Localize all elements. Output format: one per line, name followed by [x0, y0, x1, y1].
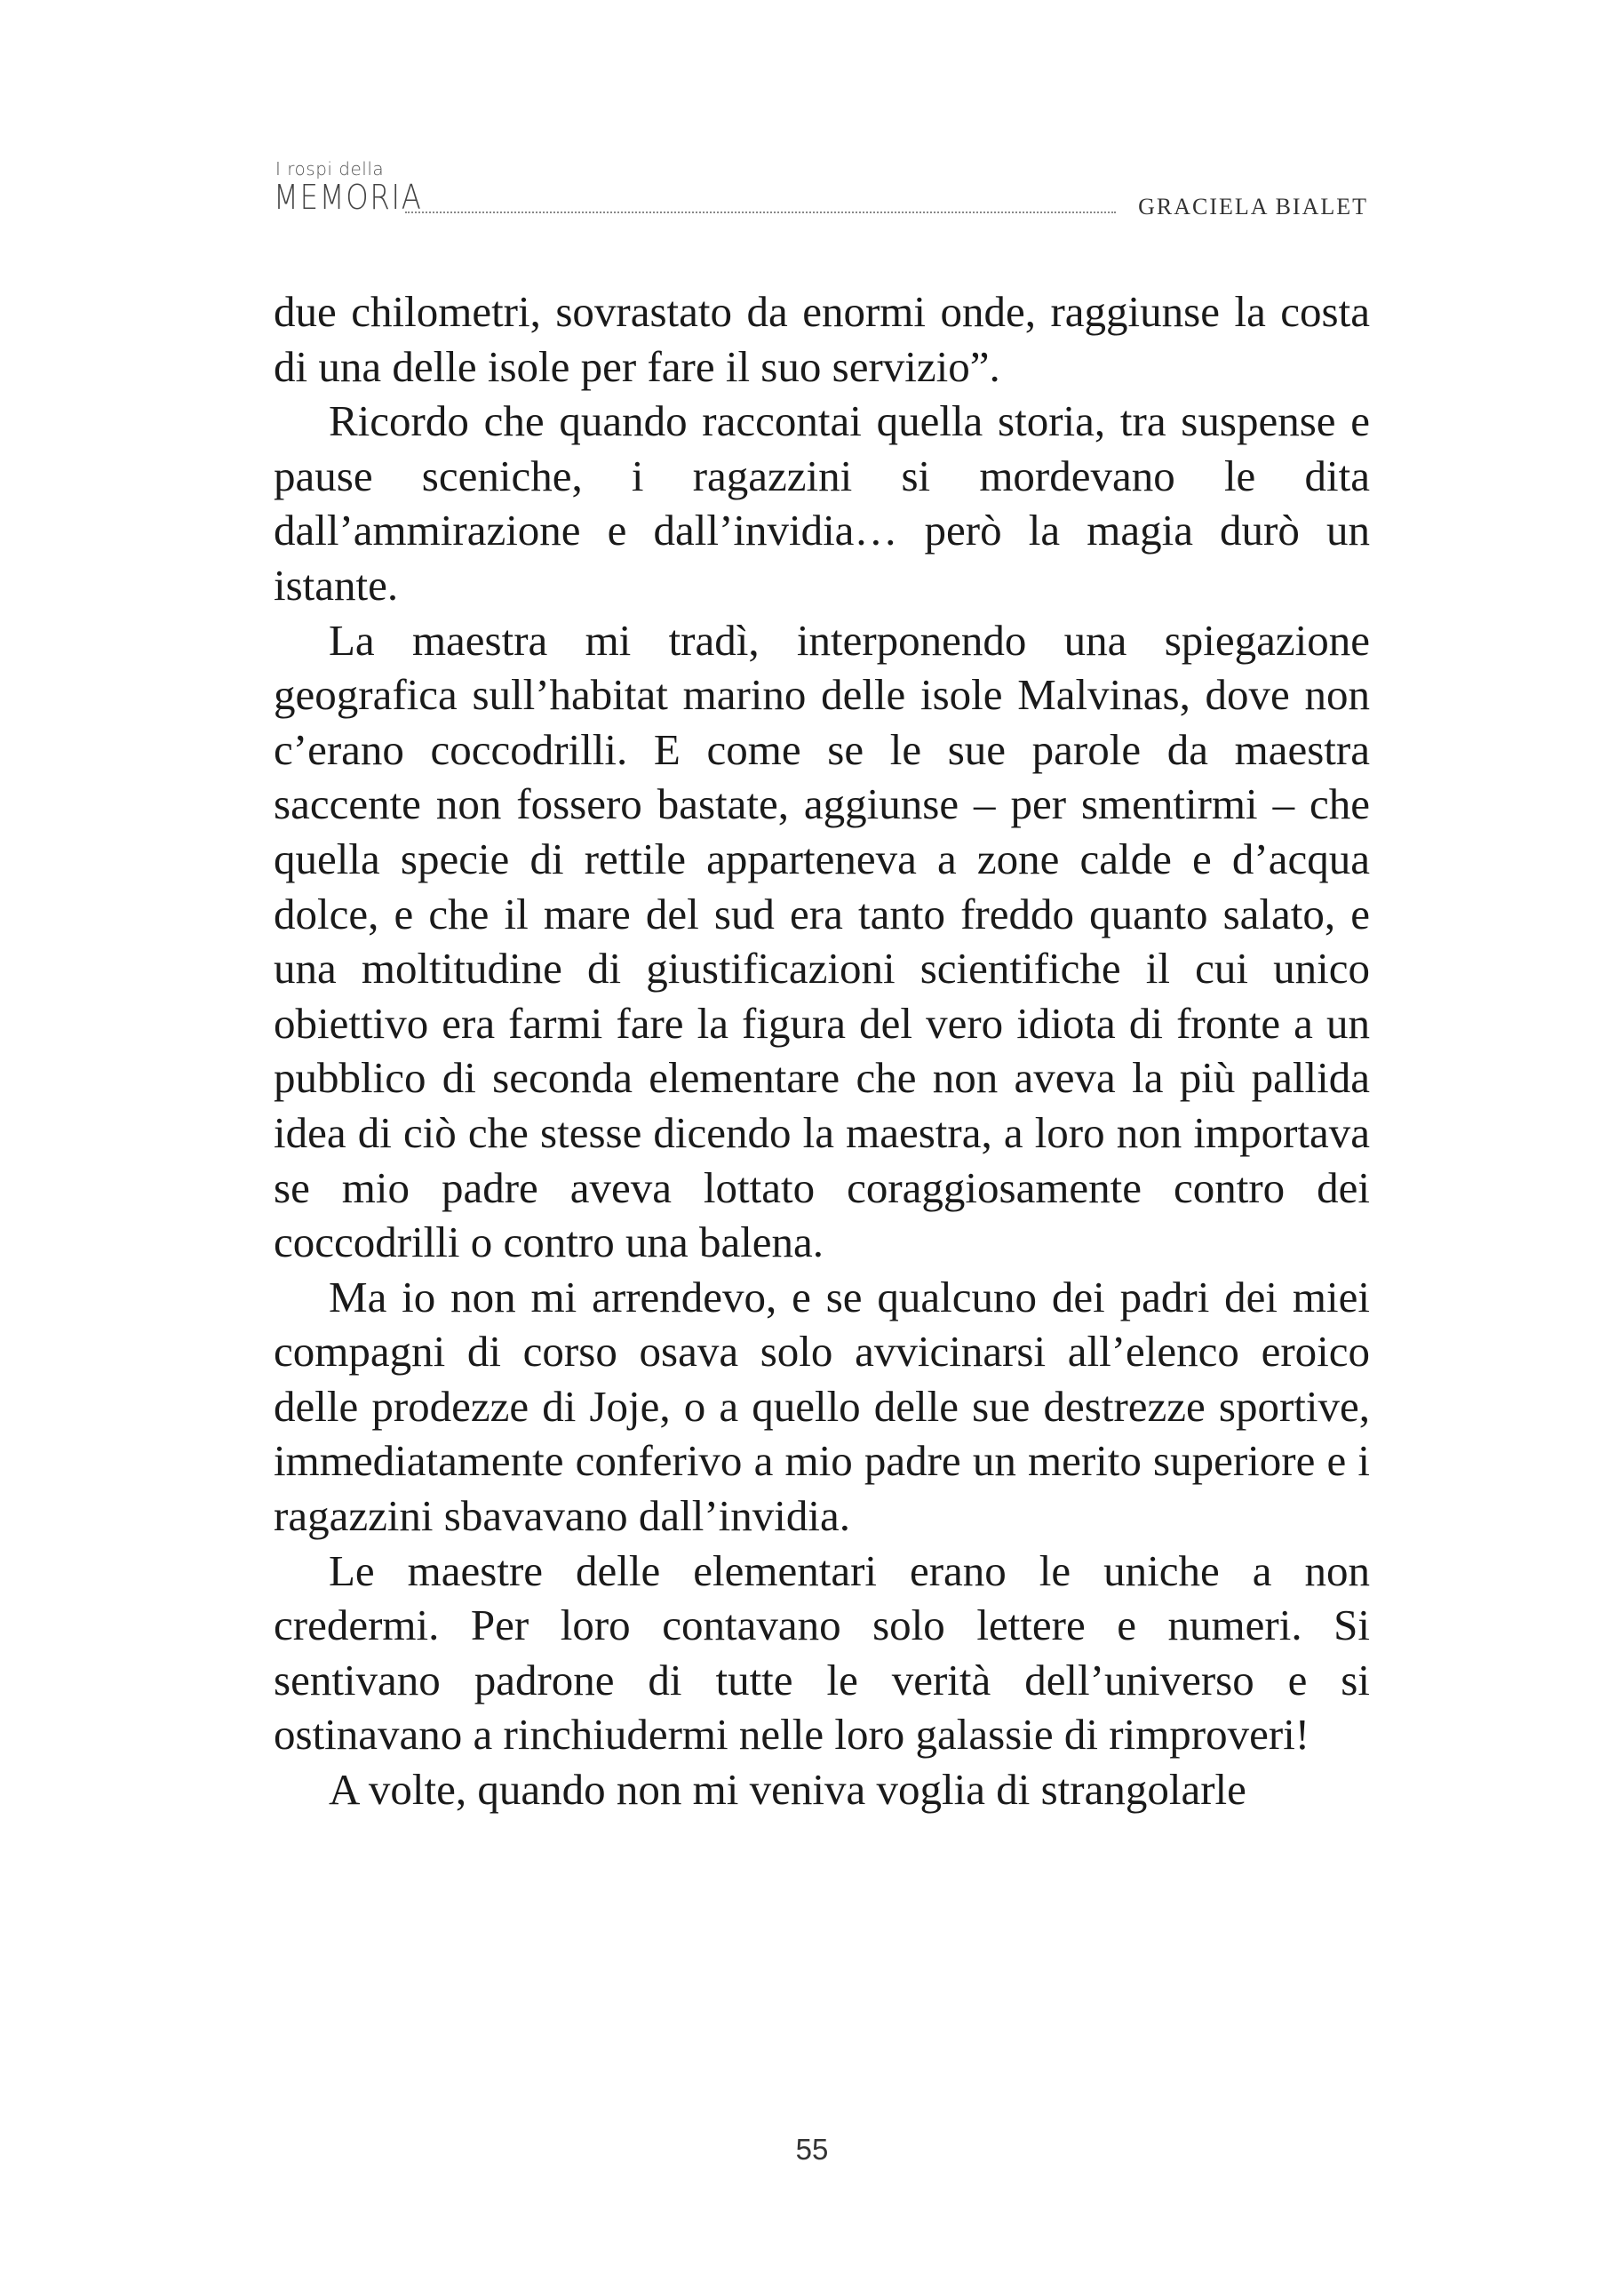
paragraph: A volte, quando non mi veniva voglia di strangolarle [329, 1765, 1246, 1815]
paragraph: due chilometri, sovrastato da enormi onde, raggiunse la costa di una delle isole per fare il suo servizio”. [274, 287, 1370, 391]
paragraph: Le maestre delle elementari erano le uniche a non credermi. Per loro contavano solo lettere e numeri. Si sentivano padrone di tutte le verità dell’universo e si ostinavano a rinchiudermi nelle loro galassie di rimproveri! [274, 1545, 1370, 1760]
book-series-logo [274, 156, 423, 228]
paragraph: Ma io non mi arrendevo, e se qualcuno dei padri dei miei compagni di corso osava solo avvicinarsi all’elenco eroico delle prodezze di Joje, o a quello delle sue destrezze sportive, immediatamente conferivo a mio padre un merito superiore e i ragazzini sbavavano dall’invidia. [274, 1272, 1370, 1541]
body-text [274, 284, 1370, 1817]
logo-line-large: MEMORIA [274, 178, 423, 217]
running-header [274, 156, 1368, 228]
page-number: 55 [795, 2133, 829, 2166]
paragraph: La maestra mi tradì, interponendo una spiegazione geografica sull’habitat marino delle isole Malvinas, dove non c’erano coccodrilli. E come se le sue parole da maestra saccente non fossero bastate, aggiunse – per smentirmi – che quella specie di rettile apparteneva a zone calde e d’acqua dolce, e che il mare del sud era tanto freddo quanto salato, e una moltitudine di giustificazioni scientifiche il cui unico obiettivo era farmi fare la figura del vero idiota di fronte a un pubblico di seconda elementare che non aveva la più pallida idea di ciò che stesse dicendo la maestra, a loro non importava se mio padre aveva lottato coraggiosamente contro dei coccodrilli o contro una balena. [274, 615, 1370, 1267]
paragraph: Ricordo che quando raccontai quella storia, tra suspense e pause sceniche, i ragazzini si mordevano le dita dall’ammirazione e dall’invidia… però la magia durò un istante. [274, 396, 1370, 610]
header-author: GRACIELA BIALET [1138, 194, 1368, 220]
header-dotted-leader [405, 212, 1116, 213]
logo-line-small: I rospi della [275, 158, 385, 180]
